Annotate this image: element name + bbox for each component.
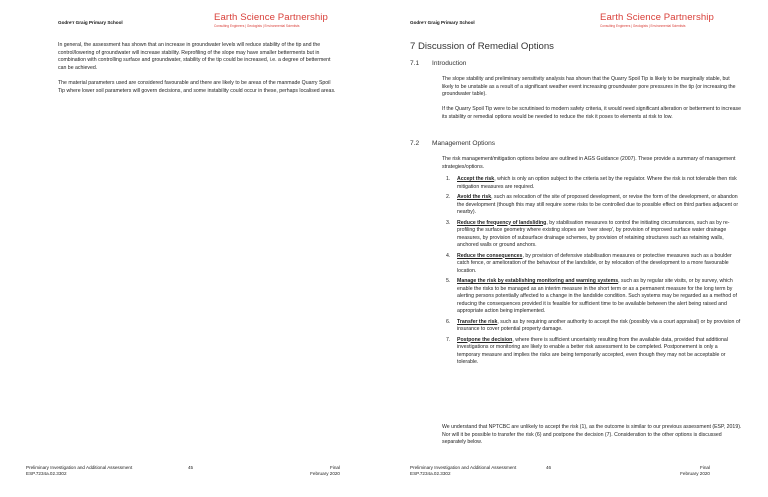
paragraph: We understand that NPTCBC are unlikely to accept the risk (1), as the outcome is similar to our previous assessment (ESP, 2019). Nor will it be possible to transfer the risk (6) and postpone the decision (7). Consideration to the other options is discussed separately below. — [442, 424, 742, 445]
list-item: 2. Avoid the risk, such as relocation of the site of proposed development, or revise the form of the development, or abandon the development (though this may still require some risks to be controlled due to possible effect on third parties adjacent or nearby). — [446, 194, 739, 215]
page-number: 45 — [188, 465, 194, 470]
footer-final: Final — [330, 465, 340, 470]
page-number: 46 — [546, 465, 552, 470]
list-item: 6. Transfer the risk, such as by requiring another authority to accept the risk (possibly via a court appraisal) or by provision of insurance to cover potential property damage. — [446, 318, 741, 332]
subsection-number: 7.2 — [410, 140, 420, 147]
subsection-title: Management Options — [432, 140, 496, 147]
footer-title: Preliminary Investigation and Additional Assessment — [410, 465, 517, 470]
footer-ref: ESP.7234a.02.3302 — [410, 471, 451, 477]
subsection-heading-7-1 — [410, 60, 466, 67]
list-item: 1. Accept the risk, which is only an option subject to the criteria set by the regulator. Where the risk is not tolerable then risk mitigation measures are required. — [446, 176, 737, 190]
paragraph: The slope stability and preliminary sensitivity analysis has shown that the Quarry Spoil Tip is likely to be marginally stable, but likely to be unstable as a result of a significant weather event increasing groundwater pore pressures in the tip (or increasing the groundwater table). — [442, 76, 736, 97]
company-logo — [600, 12, 714, 28]
logo-title: Earth Science Partnership — [214, 12, 328, 23]
subsection-title: Introduction — [432, 60, 467, 67]
company-logo — [214, 12, 328, 28]
footer-status — [310, 465, 340, 477]
footer-date: February 2020 — [310, 471, 340, 477]
paragraph: If the Quarry Spoil Tip were to be scrutinised to modern safety criteria, it would need significant alteration or betterment to increase its stability or remedial options would be needed to reduce the risk it poses to elements at risk to low. — [442, 106, 742, 120]
footer-title: Preliminary Investigation and Additional Assessment — [26, 465, 133, 470]
logo-title: Earth Science Partnership — [600, 12, 714, 23]
footer-ref: ESP.7234a.02.3302 — [26, 471, 67, 477]
logo-subtitle: Consulting Engineers | Geologists | Environmental Scientists — [214, 24, 300, 28]
footer-document-info — [26, 465, 132, 477]
paragraph: In general, the assessment has shown that an increase in groundwater levels will reduce stability of the tip and the control/lowering of groundwater will increase stability. Reprofiling of the slope may have smaller betterments but in combination with controlling surface and groundwater, stability of the tip could be increased, i.e. a degree of betterment can be achieved. — [58, 42, 331, 71]
footer-status — [680, 465, 710, 477]
list-item: 5. Manage the risk by establishing monitoring and warning systems, such as by regular site visits, or by survey, which enable the risks to be managed as an interim measure in the short term or as a permanent measure for the long term by alerting persons potentially affected to a change in the landslide condition. Such systems may be regarded as a method of reducing the consequences provided it is feasible for sufficient time to be available between the alert being raised and appropriate action being implemented. — [446, 278, 737, 314]
list-item: 7. Postpone the decision, where there is sufficient uncertainty resulting from the available data, provided that additional investigations or monitoring are likely to enable a better risk assessment to be completed. Postponement is only a temporary measure and implies the risks are being temporarily accepted, even though they may not be acceptable or tolerable. — [446, 336, 728, 365]
page-46 — [384, 0, 768, 497]
header-school-name: Godre'r Graig Primary School — [58, 20, 123, 25]
footer-final: Final — [700, 465, 710, 470]
footer-document-info — [410, 465, 516, 477]
subsection-number: 7.1 — [410, 60, 420, 67]
header-school-name: Godre'r Graig Primary School — [410, 20, 475, 25]
footer-date: February 2020 — [680, 471, 710, 477]
paragraph: The risk management/mitigation options below are outlined in AGS Guidance (2007). These provide a summary of management strategies/options. — [442, 156, 736, 170]
paragraph: The material parameters used are considered favourable and there are likely to be areas of the manmade Quarry Spoil Tip where lower soil parameters will govern decisions, and some instability could occur in these, perhaps localised areas. — [58, 80, 336, 94]
section-title: 7 Discussion of Remedial Options — [410, 41, 554, 52]
list-item: 4. Reduce the consequences, by provision of defensive stabilisation measures or protective measures such as a boulder catch fence, or amelioration of the behaviour of the landslide, or by relocation of the development to a more favourable location. — [446, 252, 732, 274]
subsection-heading-7-2 — [410, 140, 495, 147]
management-options-list — [442, 176, 742, 370]
logo-subtitle: Consulting Engineers | Geologists | Environmental Scientists — [600, 24, 686, 28]
list-item: 3. Reduce the frequency of landsliding, by stabilisation measures to control the initiating circumstances, such as by re-profiling the surface geometry where existing slopes are 'over steep', by provision of improved surface water drainage measures, by provision of subsurface drainage schemes, by provision of retaining structures such as retaining walls, anchored walls or ground anchors. — [446, 219, 730, 248]
